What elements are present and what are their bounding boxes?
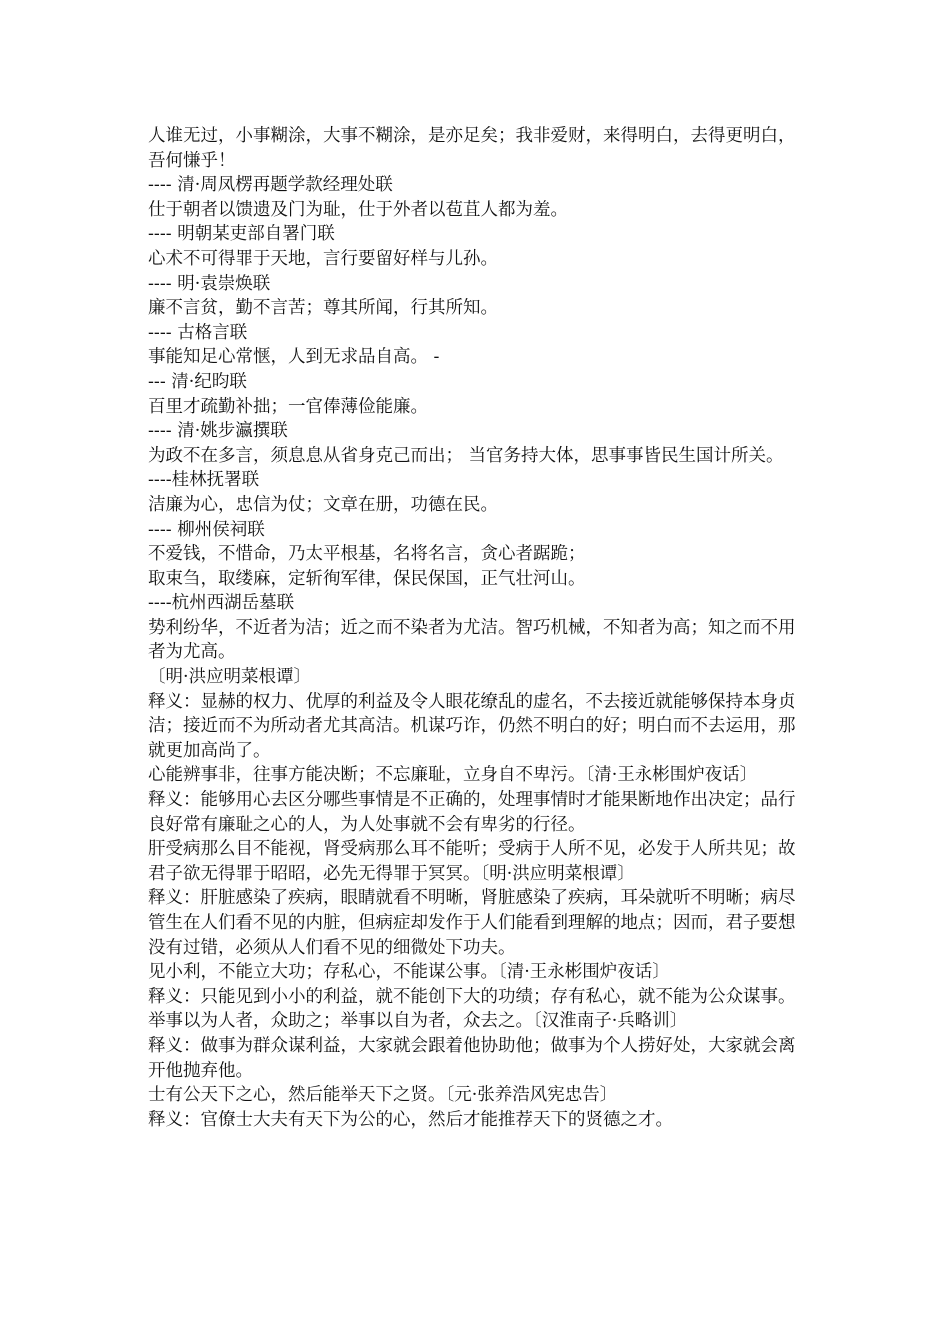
attribution-line: ---- 清·周凤楞再题学款经理处联 [148, 175, 393, 196]
text-line: 百里才疏勤补拙；一官俸薄俭能廉。 [148, 396, 428, 417]
attribution-line: ----桂林抚署联 [148, 470, 260, 491]
text-line: 见小利，不能立大功；存私心，不能谋公事。〔清·王永彬围炉夜话〕 [148, 962, 670, 983]
text-line: 洁廉为心，忠信为仗；文章在册，功德在民。 [148, 494, 498, 515]
text-line: 士有公天下之心，然后能举天下之贤。〔元·张养浩风宪忠告〕 [148, 1085, 618, 1106]
attribution-line: ---- 明·袁崇焕联 [148, 273, 271, 294]
text-line: 心术不可得罪于天地，言行要留好样与儿孙。 [148, 248, 498, 269]
text-line: 取束刍，取缕麻，定斩徇军律，保民保国，正气壮河山。 [148, 568, 586, 589]
text-line: 事能知足心常惬，人到无求品自高。 - [148, 347, 440, 368]
text-line: 仕于朝者以馈遗及门为耻，仕于外者以苞苴人都为羞。 [148, 199, 568, 220]
text-line: 为政不在多言，须息息从省身克己而出； 当官务持大体，思事事皆民生国计所关。 [148, 445, 784, 466]
text-line: 人谁无过，小事糊涂，大事不糊涂，是亦足矣；我非爱财，来得明白，去得更明白，吾何慊乎！ [148, 126, 796, 171]
text-line: 举事以为人者，众助之；举事以自为者，众去之。〔汉淮南子·兵略训〕 [148, 1011, 688, 1032]
attribution-line: ----杭州西湖岳墓联 [148, 593, 295, 614]
explanation-line: 释义：只能见到小小的利益，就不能创下大的功绩；存有私心，就不能为公众谋事。 [148, 986, 796, 1007]
text-line: 不爱钱，不惜命，乃太平根基，名将名言，贪心者踞跪； [148, 544, 586, 565]
attribution-line: ---- 清·姚步瀛撰联 [148, 421, 288, 442]
explanation-line: 释义：官僚士大夫有天下为公的心，然后才能推荐天下的贤德之才。 [148, 1109, 673, 1130]
explanation-line: 释义：显赫的权力、优厚的利益及令人眼花缭乱的虚名，不去接近就能够保持本身贞洁；接近而不为所动者尤其高洁。机谋巧诈，仍然不明白的好；明白而不去运用，那就更加高尚了。 [148, 691, 796, 761]
text-line: 廉不言贫，勤不言苦；尊其所闻，行其所知。 [148, 298, 498, 319]
document-page [148, 124, 808, 1132]
attribution-line: ---- 明朝某吏部自署门联 [148, 224, 335, 245]
text-line: 势利纷华，不近者为洁；近之而不染者为尤洁。智巧机械，不知者为高；知之而不用者为尤高。 [148, 617, 796, 663]
explanation-line: 释义：做事为群众谋利益，大家就会跟着他协助他；做事为个人捞好处，大家就会离开他抛弃他。 [148, 1035, 796, 1081]
explanation-line: 释义：能够用心去区分哪些事情是不正确的，处理事情时才能果断地作出决定；品行良好常有廉耻之心的人，为人处事就不会有卑劣的行径。 [148, 790, 796, 835]
text-line: 肝受病那么目不能视，肾受病那么耳不能听；受病于人所不见，必发于人所共见；故君子欲无得罪于昭昭，必先无得罪于冥冥。〔明·洪应明菜根谭〕 [148, 839, 796, 884]
attribution-line: --- 清·纪昀联 [148, 371, 247, 392]
attribution-line: ---- 柳州侯祠联 [148, 519, 265, 540]
explanation-line: 释义：肝脏感染了疾病，眼睛就看不明晰，肾脏感染了疾病，耳朵就听不明晰；病尽管生在人们看不见的内脏，但病症却发作于人们能看到理解的地点；因而，君子要想没有过错，必须从人们看不见的细微处下功夫。 [148, 888, 796, 958]
text-line: 心能辨事非，往事方能决断；不忘廉耻，立身自不卑污。〔清·王永彬围炉夜话〕 [148, 765, 758, 786]
source-line: 〔明·洪应明菜根谭〕 [148, 667, 312, 688]
attribution-line: ---- 古格言联 [148, 322, 248, 343]
